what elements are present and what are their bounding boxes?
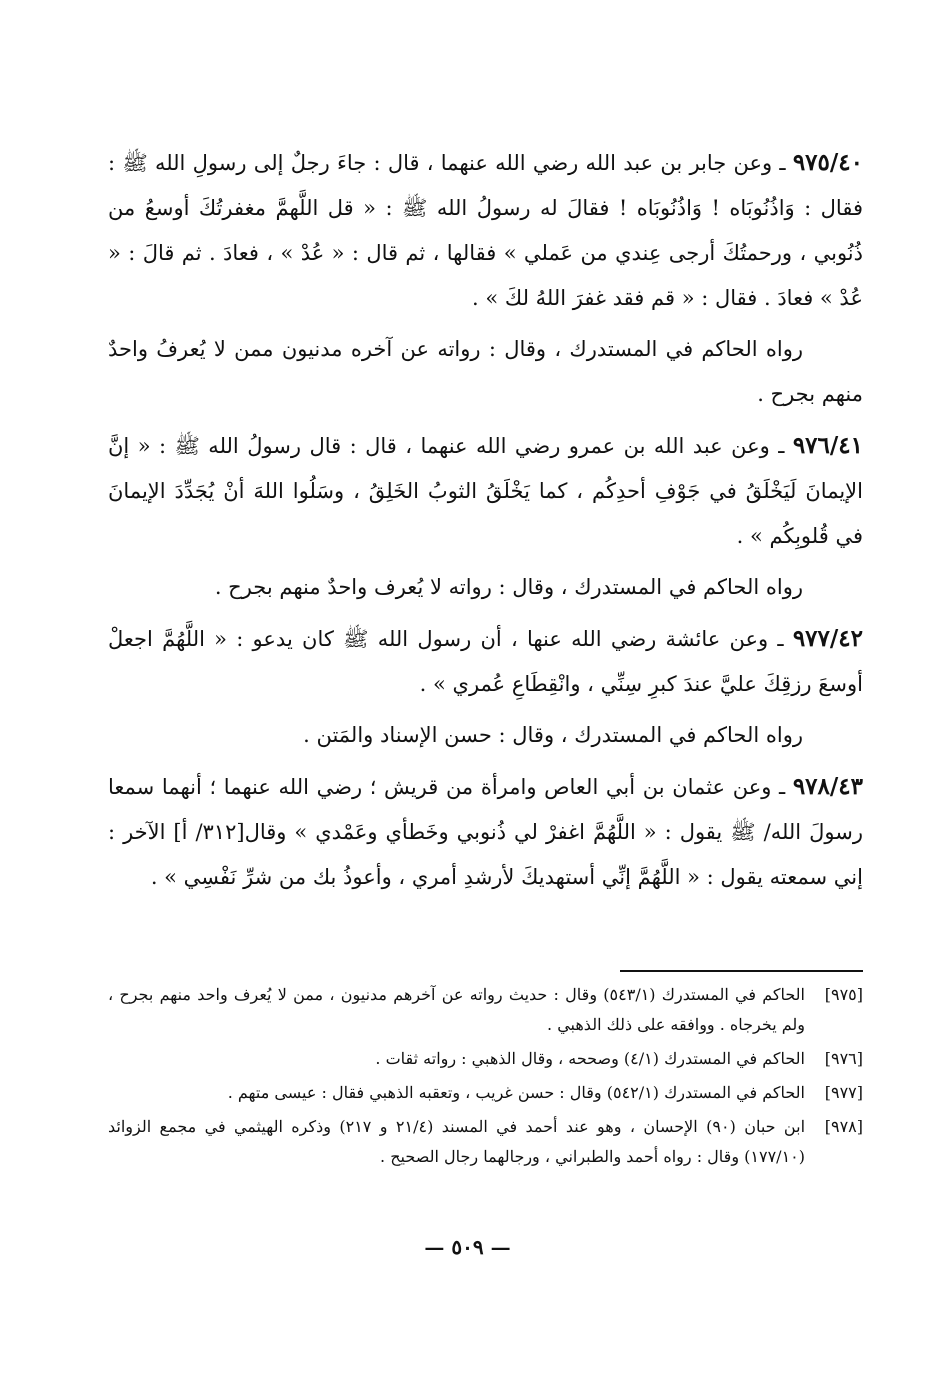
hadith-text: ـ وعن جابر بن عبد الله رضي الله عنهما ، قال : جاءَ رجلٌ إلى رسولِ الله ﷺ : فقال : وَاذُنُوبَاه ! وَاذُنُوبَاه ! فقالَ له رسولُ الله ﷺ : « قل اللَّهمَّ مغفرتُكَ أوسعُ من ذُنُوبي ، ورحمتُكَ أرجى عِندي من عَملي » فقالها ، ثم قال : « عُدْ » ، فعادَ . ثم قالَ : « عُدْ » فعادَ . فقال : « قم فقد غفرَ اللهُ لكَ » . bbox=[108, 151, 863, 310]
footnote-text: ابن حبان (٩٠) الإحسان ، وهو عند أحمد في المسند (٢١/٤ و ٢١٧) وذكره الهيثمي في مجمع الزوائد (١٧٧/١٠) وقال : رواه أحمد والطبراني ، ورجالهما رجال الصحيح . bbox=[108, 1117, 806, 1166]
hadith-976 bbox=[108, 423, 863, 610]
hadith-paragraph bbox=[108, 616, 863, 707]
hadith-text: ـ وعن عبد الله بن عمرو رضي الله عنهما ، قال : قال رسولُ الله ﷺ : « إنَّ الإيمانَ لَيَخْلَقُ في جَوْفِ أحدِكُم ، كما يَخْلَقُ الثوبُ الخَلِقُ ، وسَلُوا اللهَ أنْ يُجَدِّدَ الإيمانَ في قُلوبِكُم » . bbox=[108, 434, 863, 548]
riwaya-note: رواه الحاكم في المستدرك ، وقال : رواته عن آخره مدنيون ممن لا يُعرفُ واحدٌ منهم بجرح . bbox=[108, 337, 863, 406]
footnote-977 bbox=[108, 1078, 863, 1108]
hadith-975 bbox=[108, 140, 863, 417]
footnote-978 bbox=[108, 1112, 863, 1172]
main-text bbox=[108, 140, 863, 906]
hadith-paragraph bbox=[108, 764, 863, 900]
hadith-number: ٩٧٥/٤٠ bbox=[792, 149, 863, 176]
footnote-ref: [٩٧٧] bbox=[824, 1083, 863, 1102]
footnotes bbox=[108, 980, 863, 1176]
footnote-ref: [٩٧٨] bbox=[824, 1117, 863, 1136]
footnote-975 bbox=[108, 980, 863, 1040]
page-number: — ٥٠٩ — bbox=[424, 1235, 511, 1259]
footnote-separator bbox=[620, 970, 863, 972]
riwaya-note: رواه الحاكم في المستدرك ، وقال : حسن الإسناد والمَتن . bbox=[303, 723, 803, 747]
hadith-text: ـ وعن عثمان بن أبي العاص وامرأة من قريش ؛ رضي الله عنهما ؛ أنهما سمعا رسولَ الله/ ﷺ يقول : « اللَّهُمَّ اغفرْ لي ذُنوبي وخَطأي وعَمْدي » وقال[٣١٢/ أ] الآخر : إني سمعته يقول : « اللَّهُمَّ إنِّي أستهديكَ لأرشدِ أمري ، وأعوذُ بك من شرِّ نَفْسِي » . bbox=[108, 775, 863, 889]
hadith-number: ٩٧٦/٤١ bbox=[792, 432, 863, 459]
footnote-text: الحاكم في المستدرك (٥٤٢/١) وقال : حسن غريب ، وتعقبه الذهبي فقال : عيسى متهم . bbox=[227, 1083, 805, 1102]
hadith-number: ٩٧٧/٤٢ bbox=[792, 625, 863, 652]
footnote-ref: [٩٧٥] bbox=[824, 985, 863, 1004]
hadith-text: ـ وعن عائشة رضي الله عنها ، أن رسول الله ﷺ كان يدعو : « اللَّهُمَّ اجعلْ أوسعَ رزقِكَ عليَّ عندَ كبرِ سِنِّي ، وانْقِطَاعِ عُمري » . bbox=[108, 627, 863, 696]
hadith-paragraph bbox=[108, 423, 863, 559]
footnote-text: الحاكم في المستدرك (٤/١) وصححه ، وقال الذهبي : رواته ثقات . bbox=[375, 1049, 805, 1068]
footnote-976 bbox=[108, 1044, 863, 1074]
hadith-number: ٩٧٨/٤٣ bbox=[792, 773, 863, 800]
hadith-978 bbox=[108, 764, 863, 900]
hadith-977 bbox=[108, 616, 863, 758]
hadith-paragraph bbox=[108, 140, 863, 321]
footnote-ref: [٩٧٦] bbox=[824, 1049, 863, 1068]
footnote-text: الحاكم في المستدرك (٥٤٣/١) وقال : حديث رواته عن آخرهم مدنيون ، ممن لا يُعرف واحد منهم بجرح ، ولم يخرجاه . ووافقه على ذلك الذهبي . bbox=[108, 985, 806, 1034]
riwaya-note: رواه الحاكم في المستدرك ، وقال : رواته لا يُعرف واحدٌ منهم بجرح . bbox=[214, 575, 803, 599]
